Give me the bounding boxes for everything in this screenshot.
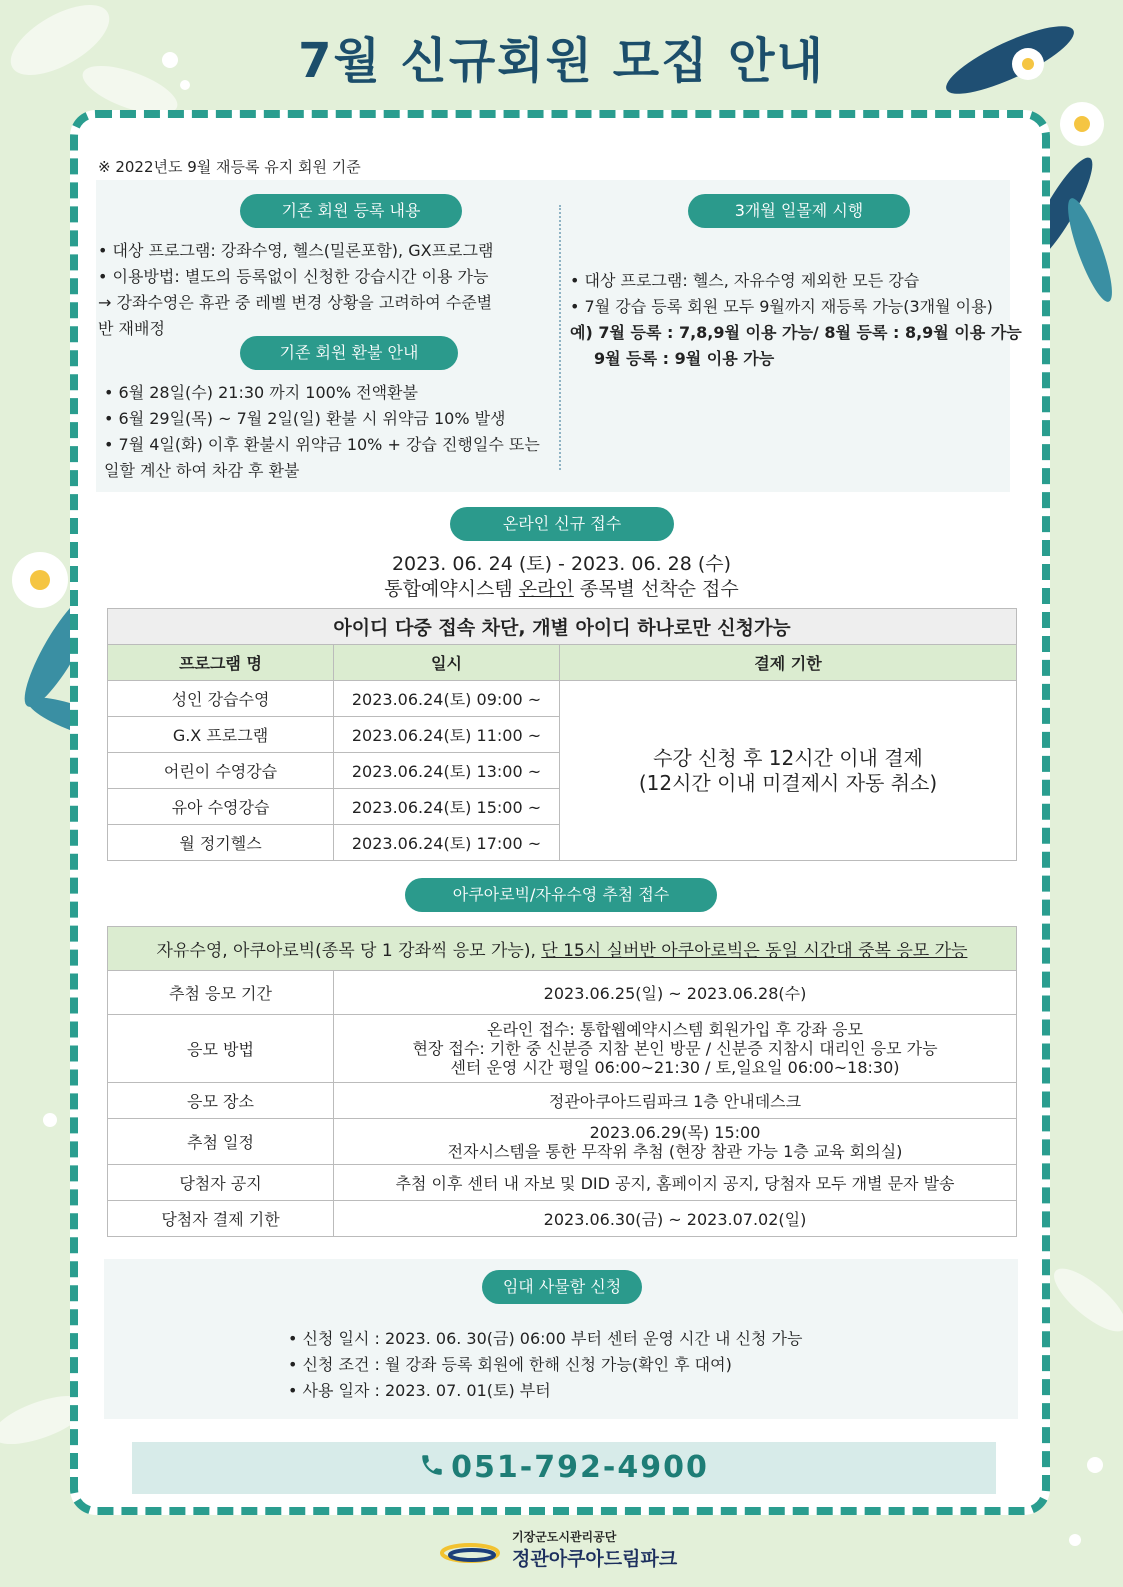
row-value: [334, 1015, 1017, 1083]
table-row: [108, 1083, 1017, 1119]
example-line-2: 9월 등록 : 9월 이용 가능: [594, 349, 775, 368]
list-item: → 강좌수영은 휴관 중 레벨 변경 상황을 고려하여 수준별: [98, 293, 493, 312]
table-row: [108, 1015, 1017, 1083]
table-row: [108, 681, 1017, 717]
locker-list: [288, 1326, 802, 1404]
row-value: 2023.06.25(일) ~ 2023.06.28(수): [334, 971, 1017, 1015]
list-item: • 이용방법: 별도의 등록없이 신청한 강습시간 이용 가능: [98, 267, 489, 286]
footer-name: 정관아쿠아드림파크: [512, 1548, 678, 1570]
row-label: 당첨자 공지: [108, 1165, 334, 1201]
row-label: 당첨자 결제 기한: [108, 1201, 334, 1237]
logo-icon: [440, 1538, 500, 1568]
program-time: 2023.06.24(토) 11:00 ~: [334, 717, 560, 753]
row-label: 응모 장소: [108, 1083, 334, 1119]
row-label: 추첨 응모 기간: [108, 971, 334, 1015]
box-divider: [559, 205, 561, 470]
list-item: • 6월 28일(수) 21:30 까지 100% 전액환불: [104, 383, 418, 402]
header-time: 일시: [334, 645, 560, 681]
row-value: 정관아쿠아드림파크 1층 안내데스크: [334, 1083, 1017, 1119]
phone-bar: [132, 1442, 996, 1494]
table-banner: 아이디 다중 접속 차단, 개별 아이디 하나로만 신청가능: [108, 609, 1017, 645]
page-title: 7월 신규회원 모집 안내: [298, 33, 825, 89]
list-item: 일할 계산 하여 차감 후 환불: [104, 461, 300, 480]
online-desc-post: 종목별 선착순 접수: [573, 578, 739, 600]
online-schedule-table: [107, 608, 1017, 861]
list-item: • 사용 일자 : 2023. 07. 01(토) 부터: [288, 1381, 551, 1400]
payment-deadline-cell: [560, 681, 1017, 861]
lottery-banner-underlined: 단 15시 실버반 아쿠아로빅은 동일 시간대 중복 응모 가능: [541, 941, 968, 961]
table-row: [108, 1201, 1017, 1237]
lottery-banner-text: 자유수영, 아쿠아로빅(종목 당 1 강좌씩 응모 가능),: [156, 941, 542, 961]
program-time: 2023.06.24(토) 17:00 ~: [334, 825, 560, 861]
table-row: [108, 971, 1017, 1015]
notice-text: ※ 2022년도 9월 재등록 유지 회원 기준: [98, 158, 361, 176]
phone-icon: [419, 1443, 445, 1495]
list-item: • 대상 프로그램: 강좌수영, 헬스(밀론포함), GX프로그램: [98, 241, 494, 260]
value-line: 2023.06.29(목) 15:00: [589, 1122, 761, 1142]
list-item: • 신청 조건 : 월 강좌 등록 회원에 한해 신청 가능(확인 후 대여): [288, 1355, 732, 1374]
value-line: 전자시스템을 통한 무작위 추첨 (현장 참관 가능 1층 교육 회의실): [447, 1141, 903, 1161]
row-value: [334, 1119, 1017, 1165]
existing-registration-pill: 기존 회원 등록 내용: [240, 194, 462, 228]
lottery-table: [107, 926, 1017, 1237]
program-name: G.X 프로그램: [108, 717, 334, 753]
row-value: 2023.06.30(금) ~ 2023.07.02(일): [334, 1201, 1017, 1237]
payment-line-1: 수강 신청 후 12시간 이내 결제: [653, 745, 923, 770]
online-date-range: 2023. 06. 24 (토) - 2023. 06. 28 (수): [391, 553, 732, 575]
example-line-1: 예) 7월 등록 : 7,8,9월 이용 가능/ 8월 등록 : 8,9월 이용 가능: [570, 323, 1022, 342]
value-line: 온라인 접수: 통합웹예약시스템 회원가입 후 강좌 응모: [487, 1020, 863, 1039]
existing-registration-list: [98, 238, 493, 342]
three-month-list: [570, 268, 1022, 372]
table-row: [108, 1119, 1017, 1165]
refund-pill: 기존 회원 환불 안내: [240, 336, 458, 370]
program-time: 2023.06.24(토) 13:00 ~: [334, 753, 560, 789]
list-item: • 6월 29일(목) ~ 7월 2일(일) 환불 시 위약금 10% 발생: [104, 409, 506, 428]
lottery-pill: 아쿠아로빅/자유수영 추첨 접수: [405, 878, 717, 912]
program-time: 2023.06.24(토) 09:00 ~: [334, 681, 560, 717]
program-name: 유아 수영강습: [108, 789, 334, 825]
phone-number[interactable]: 051-792-4900: [451, 1450, 709, 1485]
list-item: • 신청 일시 : 2023. 06. 30(금) 06:00 부터 센터 운영 시간 내 신청 가능: [288, 1329, 803, 1348]
program-time: 2023.06.24(토) 15:00 ~: [334, 789, 560, 825]
online-registration-pill: 온라인 신규 접수: [450, 507, 674, 541]
online-description: [0, 574, 1123, 601]
list-item: 반 재배정: [98, 319, 165, 338]
row-label: 응모 방법: [108, 1015, 334, 1083]
program-name: 월 정기헬스: [108, 825, 334, 861]
list-item: • 7월 4일(화) 이후 환불시 위약금 10% + 강습 진행일수 또는: [104, 435, 540, 454]
footer-org: 기장군도시관리공단: [512, 1530, 617, 1544]
value-line: 센터 운영 시간 평일 06:00~21:30 / 토,일요일 06:00~18:30): [450, 1058, 900, 1077]
online-link[interactable]: 온라인: [518, 578, 574, 600]
online-desc-pre: 통합예약시스템: [384, 578, 519, 600]
table-row: [108, 1165, 1017, 1201]
refund-list: [104, 380, 540, 484]
locker-pill: 임대 사물함 신청: [482, 1270, 642, 1304]
payment-line-2: (12시간 이내 미결제시 자동 취소): [638, 770, 938, 795]
header-program: 프로그램 명: [108, 645, 334, 681]
row-label: 추첨 일정: [108, 1119, 334, 1165]
list-item: • 대상 프로그램: 헬스, 자유수영 제외한 모든 강습: [570, 271, 920, 290]
program-name: 어린이 수영강습: [108, 753, 334, 789]
value-line: 현장 접수: 기한 중 신분증 지참 본인 방문 / 신분증 지참시 대리인 응모 가능: [412, 1039, 938, 1058]
lottery-banner: [108, 927, 1017, 971]
three-month-pill: 3개월 일몰제 시행: [688, 194, 910, 228]
row-value: 추첨 이후 센터 내 자보 및 DID 공지, 홈페이지 공지, 당첨자 모두 개별 문자 발송: [334, 1165, 1017, 1201]
program-name: 성인 강습수영: [108, 681, 334, 717]
header-payment: 결제 기한: [560, 645, 1017, 681]
list-item: • 7월 강습 등록 회원 모두 9월까지 재등록 가능(3개월 이용): [570, 297, 993, 316]
